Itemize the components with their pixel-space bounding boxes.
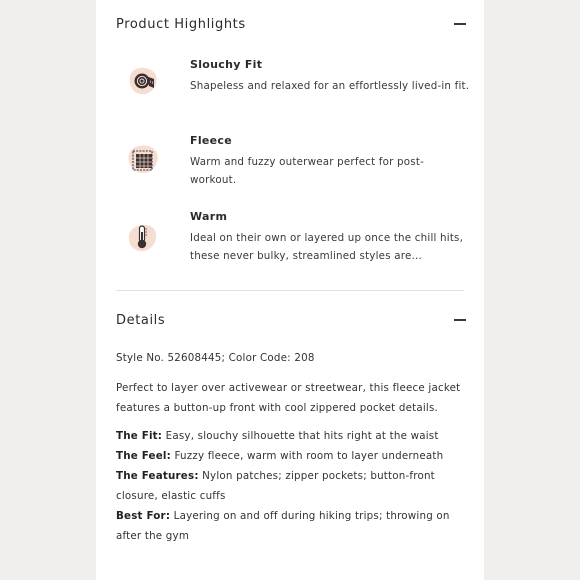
spec-label: The Feel: [116,450,171,462]
section-divider [116,290,464,291]
highlight-description: Warm and fuzzy outerwear perfect for post-workout. [190,156,424,186]
details-header[interactable] [116,308,466,332]
collapse-minus-icon[interactable] [454,319,466,321]
product-highlights-header[interactable] [116,12,466,36]
highlight-text [190,134,470,189]
spec-value: Layering on and off during hiking trips; throwing on after the gym [116,510,450,542]
spec-value: Nylon patches; zipper pockets; button-front closure, elastic cuffs [116,470,435,502]
spec-best-for [116,506,461,546]
collapse-minus-icon[interactable] [454,23,466,25]
highlight-description: Shapeless and relaxed for an effortlessly lived-in fit. [190,80,470,92]
style-number: Style No. 52608445; Color Code: 208 [116,352,315,364]
product-info-panel [96,0,484,580]
fabric-swatch-icon [126,142,160,176]
spec-features [116,466,461,506]
highlight-title: Slouchy Fit [190,58,263,71]
highlight-title: Warm [190,210,228,223]
highlight-text [190,58,470,95]
spec-value: Fuzzy fleece, warm with room to layer underneath [174,450,444,462]
spec-value: Easy, slouchy silhouette that hits right at the waist [165,430,439,442]
spec-fit [116,426,461,446]
details-description: Perfect to layer over activewear or streetwear, this fleece jacket features a button-up front with cool zippered pocket details. [116,382,461,414]
spec-label: The Features: [116,470,199,482]
spec-label: The Fit: [116,430,163,442]
product-highlights-title: Product Highlights [116,16,246,32]
thermometer-icon [126,220,160,254]
details-body [116,348,461,546]
highlight-text [190,210,470,265]
highlight-title: Fleece [190,134,232,147]
highlight-description: Ideal on their own or layered up once the chill hits, these never bulky, streamlined styles are… [190,232,464,262]
spec-feel [116,446,461,466]
spec-label: Best For: [116,510,171,522]
details-title: Details [116,312,166,328]
tape-measure-icon [126,64,160,98]
